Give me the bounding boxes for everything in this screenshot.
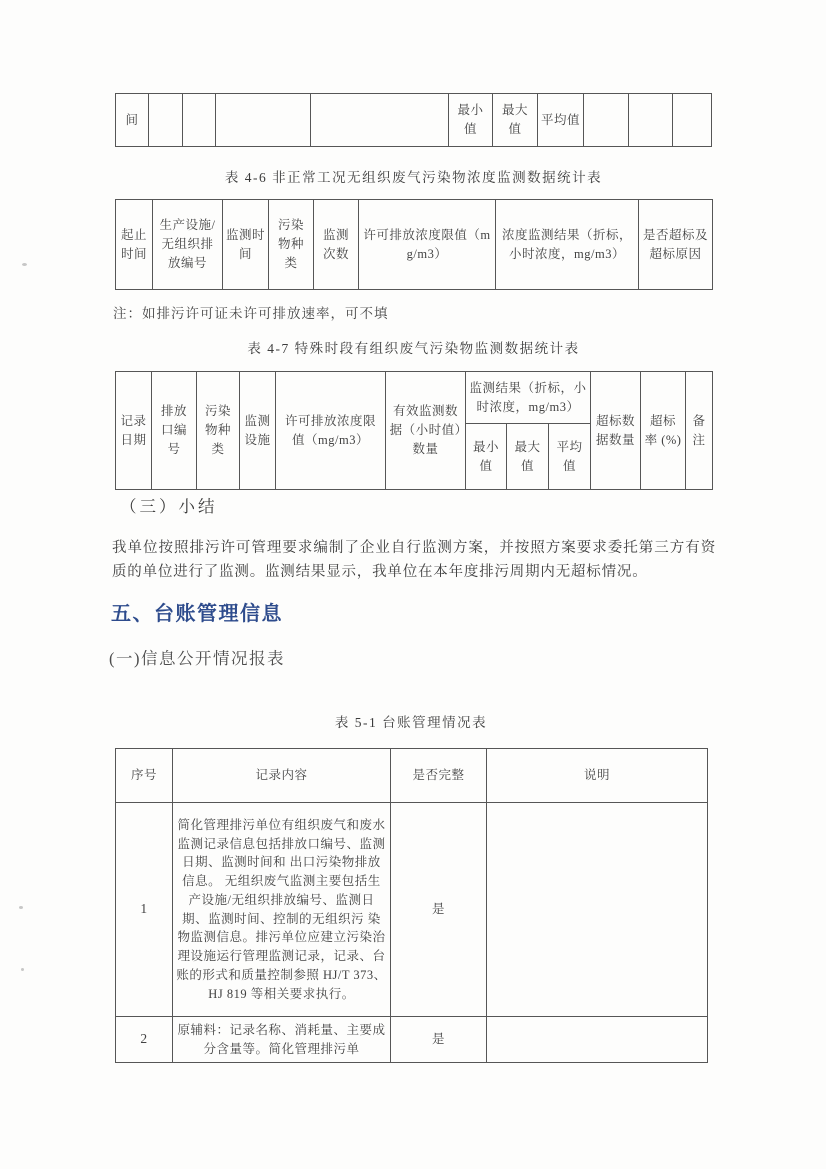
table51 [115, 748, 708, 1063]
scan-speck [19, 906, 23, 909]
partial-continuation-table [115, 93, 712, 147]
header-cell: 排放口编号 [152, 372, 197, 490]
header-cell: 备注 [686, 372, 713, 490]
header-cell: 起止时间 [116, 200, 153, 290]
table46 [115, 199, 713, 290]
summary-paragraph: 我单位按照排污许可管理要求编制了企业自行监测方案，并按照方案要求委托第三方有资质的单位进行了监测。监测结果显示，我单位在本年度排污周期内无超标情况。 [112, 540, 716, 580]
scan-speck [21, 968, 24, 971]
complete-cell: 是 [391, 1017, 487, 1063]
header-subcell: 平均值 [549, 424, 591, 490]
complete-cell: 是 [391, 803, 487, 1017]
table-cell [673, 94, 712, 147]
summary-heading: （三）小结 [120, 497, 218, 516]
table47 [115, 371, 713, 490]
note-cell [487, 803, 708, 1017]
note-cell [487, 1017, 708, 1063]
table46-title: 表 4-6 非正常工况无组织废气污染物浓度监测数据统计表 [224, 170, 603, 185]
section5-heading: 五、台账管理信息 [111, 603, 283, 625]
header-cell: 是否完整 [391, 749, 487, 803]
table-row [116, 1017, 708, 1063]
header-cell: 是否超标及超标原因 [639, 200, 713, 290]
header-cell: 监测设施 [240, 372, 276, 490]
header-group-cell: 监测结果（折标，小时浓度，mg/m3） [466, 372, 591, 424]
table-cell [149, 94, 183, 147]
record-content-cell: 简化管理排污单位有组织废气和废水监测记录信息包括排放口编号、监测日期、监测时间和 出口污染物排放信息。 无组织废气监测主要包括生产设施/无组织排放编号、监测日期、监测时间、控制的无组织污 染物监测信息。排污单位应建立污染治理设施运行管理监测记录，记录、台账的形式和质量控制参照 HJ/T 373、HJ 819 等相关要求执行。 [173, 803, 391, 1017]
header-cell: 说明 [487, 749, 708, 803]
header-cell: 有效监测数据（小时值）数量 [386, 372, 466, 490]
header-cell: 污染物种类 [269, 200, 314, 290]
table-cell [216, 94, 311, 147]
table-cell: 平均值 [538, 94, 584, 147]
section5-subheading: (一)信息公开情况报表 [109, 649, 285, 668]
header-cell: 监测次数 [314, 200, 359, 290]
header-cell: 许可排放浓度限值（mg/m3） [276, 372, 386, 490]
table51-title: 表 5-1 台账管理情况表 [334, 715, 488, 730]
header-cell: 超标率 (%) [641, 372, 686, 490]
table-cell [584, 94, 629, 147]
header-cell: 超标数据数量 [591, 372, 641, 490]
table-cell: 最大值 [493, 94, 538, 147]
table-cell: 间 [116, 94, 149, 147]
header-cell: 污染物种类 [197, 372, 240, 490]
table-row [116, 803, 708, 1017]
record-content-cell: 原辅料：记录名称、消耗量、主要成分含量等。简化管理排污单 [173, 1017, 391, 1063]
header-cell: 记录内容 [173, 749, 391, 803]
table-cell: 最小值 [449, 94, 493, 147]
header-cell: 生产设施/无组织排放编号 [153, 200, 223, 290]
header-subcell: 最小值 [466, 424, 507, 490]
row-number-cell: 1 [116, 803, 173, 1017]
header-cell: 监测时间 [223, 200, 269, 290]
table-cell [311, 94, 449, 147]
scan-speck [22, 263, 27, 266]
header-cell: 浓度监测结果（折标，小时浓度，mg/m3） [496, 200, 639, 290]
header-subcell: 最大值 [507, 424, 549, 490]
table-cell [183, 94, 216, 147]
header-cell: 许可排放浓度限值（mg/m3） [359, 200, 496, 290]
header-cell: 序号 [116, 749, 173, 803]
table46-note: 注：如排污许可证未许可排放速率，可不填 [113, 306, 389, 321]
table-cell [629, 94, 673, 147]
header-cell: 记录日期 [116, 372, 152, 490]
table47-title: 表 4-7 特殊时段有组织废气污染物监测数据统计表 [247, 341, 580, 356]
row-number-cell: 2 [116, 1017, 173, 1063]
